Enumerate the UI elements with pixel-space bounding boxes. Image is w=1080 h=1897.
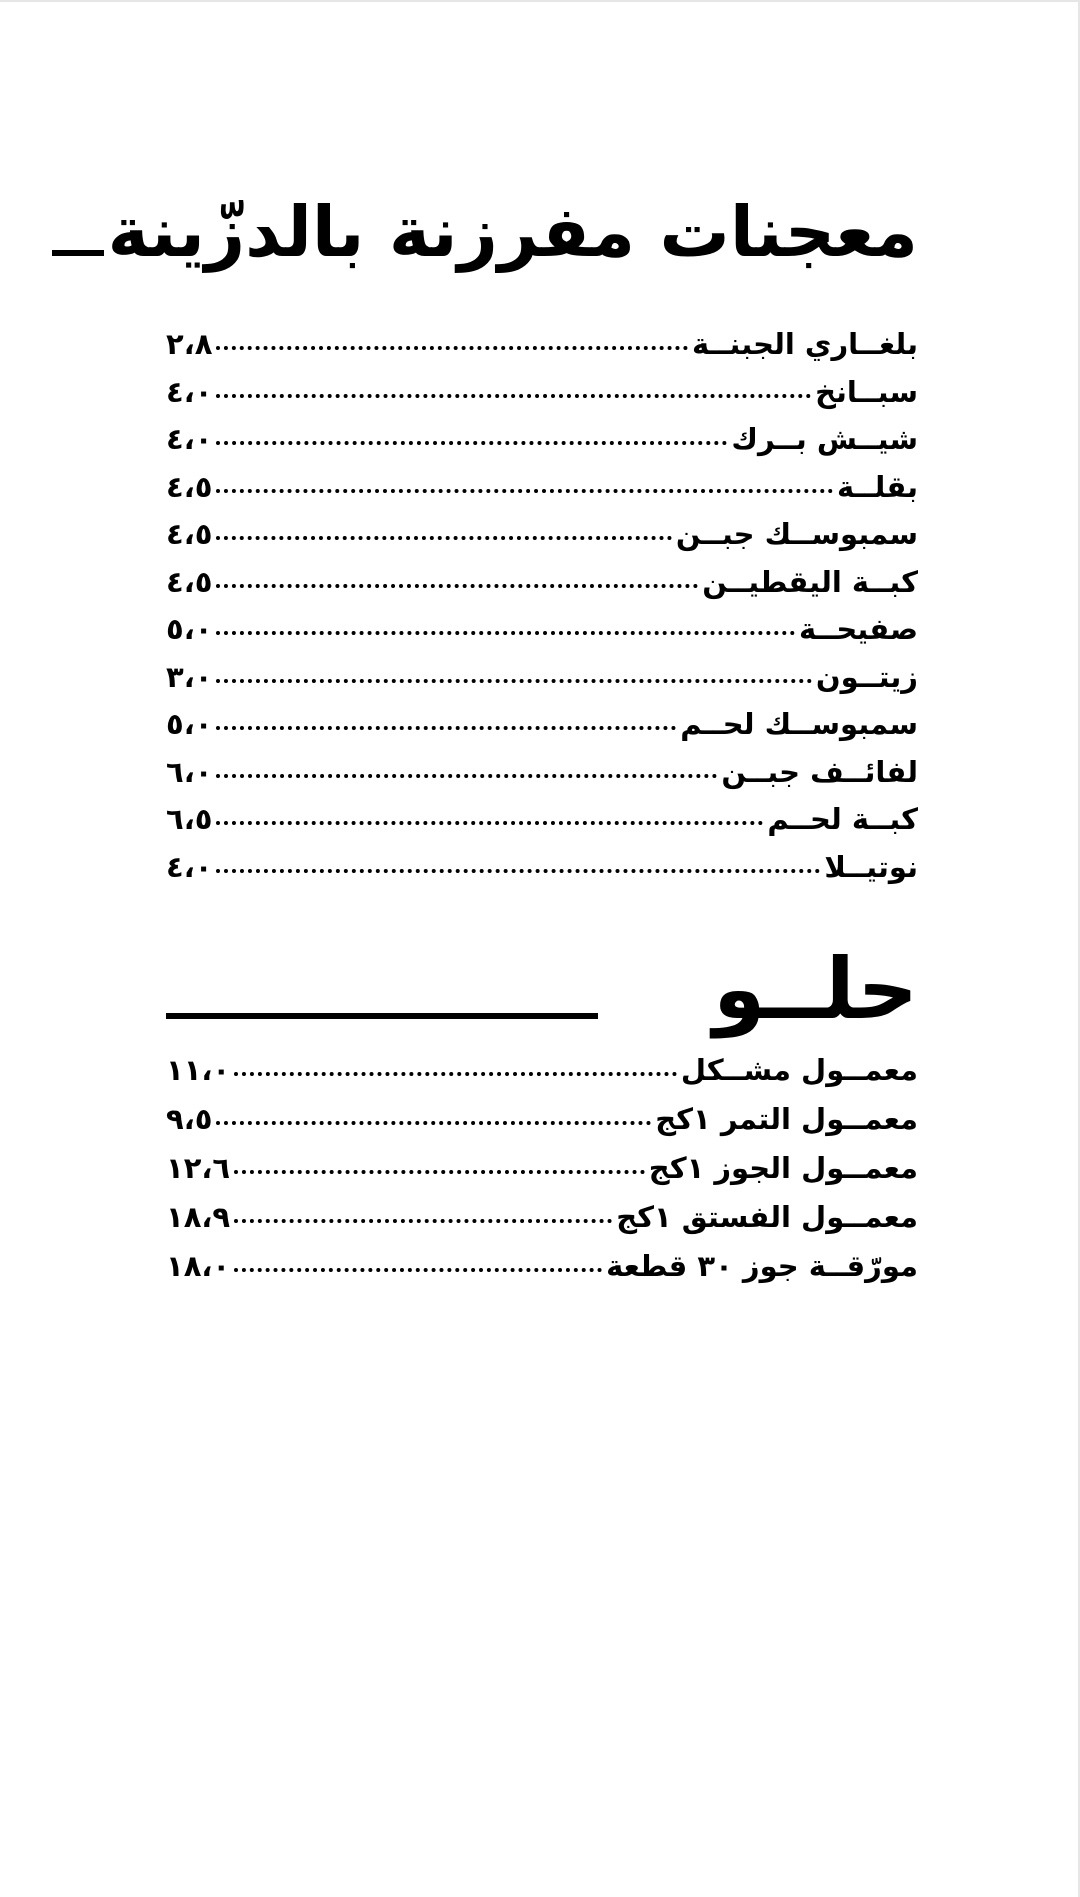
menu-item	[166, 467, 918, 515]
item-name: شيــش بــرك	[731, 422, 918, 456]
menu-item	[166, 704, 918, 752]
frozen-pastries-list	[166, 324, 918, 894]
dot-leader	[216, 394, 811, 398]
item-price: ٤،٠	[166, 849, 213, 884]
item-price: ٦،٥	[166, 802, 213, 836]
menu-item	[166, 562, 918, 610]
item-name: معمــول الفستق ١كج	[616, 1200, 918, 1234]
item-name: سمبوســك جبــن	[675, 517, 918, 551]
dot-leader	[234, 1268, 602, 1272]
dot-leader	[234, 1219, 612, 1223]
item-name: نوتيــلا	[824, 849, 918, 884]
menu-item	[166, 1099, 918, 1148]
menu-item	[166, 609, 918, 657]
dot-leader	[216, 346, 688, 350]
menu-item	[166, 1050, 918, 1099]
item-name: كبــة لحــم	[767, 802, 918, 836]
dot-leader	[234, 1072, 677, 1076]
menu-item	[166, 514, 918, 562]
item-name: مورّقــة جوز ٣٠ قطعة	[606, 1249, 918, 1283]
item-name: بلغــاري الجبنــة	[692, 327, 918, 361]
item-price: ٤،٥	[166, 469, 213, 504]
dot-leader	[216, 679, 811, 683]
item-price: ١٨،٠	[166, 1249, 231, 1283]
dot-leader	[216, 821, 763, 825]
section-title-sweets	[166, 940, 918, 1038]
dot-leader	[216, 774, 717, 778]
menu-item	[166, 324, 918, 372]
dot-leader	[216, 584, 698, 588]
menu-item	[166, 1148, 918, 1197]
title-underline-tail	[52, 250, 104, 256]
item-price: ٣،٠	[166, 659, 213, 694]
item-price: ١١،٠	[166, 1053, 231, 1087]
item-name: زيتــون	[815, 659, 918, 694]
dot-leader	[216, 536, 671, 540]
item-price: ٤،٠	[166, 374, 213, 409]
dot-leader	[216, 441, 727, 445]
sweets-list	[166, 1050, 918, 1295]
dot-leader	[216, 1121, 651, 1125]
dot-leader	[216, 489, 833, 493]
item-name: معمــول الجوز ١كج	[648, 1151, 918, 1185]
section-title-frozen-pastries	[52, 192, 918, 272]
item-name: معمــول التمر ١كج	[655, 1102, 918, 1136]
item-price: ١٨،٩	[166, 1200, 231, 1234]
menu-item	[166, 1246, 918, 1295]
dot-leader	[234, 1170, 645, 1174]
menu-item	[166, 419, 918, 467]
item-price: ٢،٨	[166, 327, 213, 361]
dot-leader	[216, 726, 676, 730]
menu-item	[166, 657, 918, 705]
dot-leader	[216, 631, 795, 635]
menu-item	[166, 752, 918, 800]
dot-leader	[216, 869, 820, 873]
item-name: لفائــف جبــن	[721, 754, 918, 789]
item-price: ٤،٥	[166, 564, 213, 599]
item-price: ٥،٠	[166, 612, 213, 646]
item-name: معمــول مشــكل	[680, 1053, 918, 1087]
item-price: ٤،٠	[166, 422, 213, 456]
menu-item	[166, 799, 918, 847]
item-name: بقلــة	[836, 469, 918, 504]
section-title-frozen-text: معجنات مفرزنة بالدزّينة	[107, 191, 918, 273]
item-price: ١٢،٦	[166, 1151, 231, 1185]
menu-item	[166, 1197, 918, 1246]
item-name: صفيحــة	[798, 612, 918, 646]
menu-item	[166, 847, 918, 895]
item-price: ٥،٠	[166, 707, 213, 741]
item-name: سمبوســك لحــم	[680, 707, 918, 741]
section-title-sweets-text: حلــو	[713, 940, 918, 1038]
item-name: كبــة اليقطيــن	[702, 564, 918, 599]
title-underline-rule	[166, 1013, 598, 1019]
item-price: ٤،٥	[166, 517, 213, 551]
menu-item	[166, 372, 918, 420]
item-price: ٦،٠	[166, 754, 213, 789]
item-name: سبــانخ	[815, 374, 918, 409]
item-price: ٩،٥	[166, 1102, 213, 1136]
